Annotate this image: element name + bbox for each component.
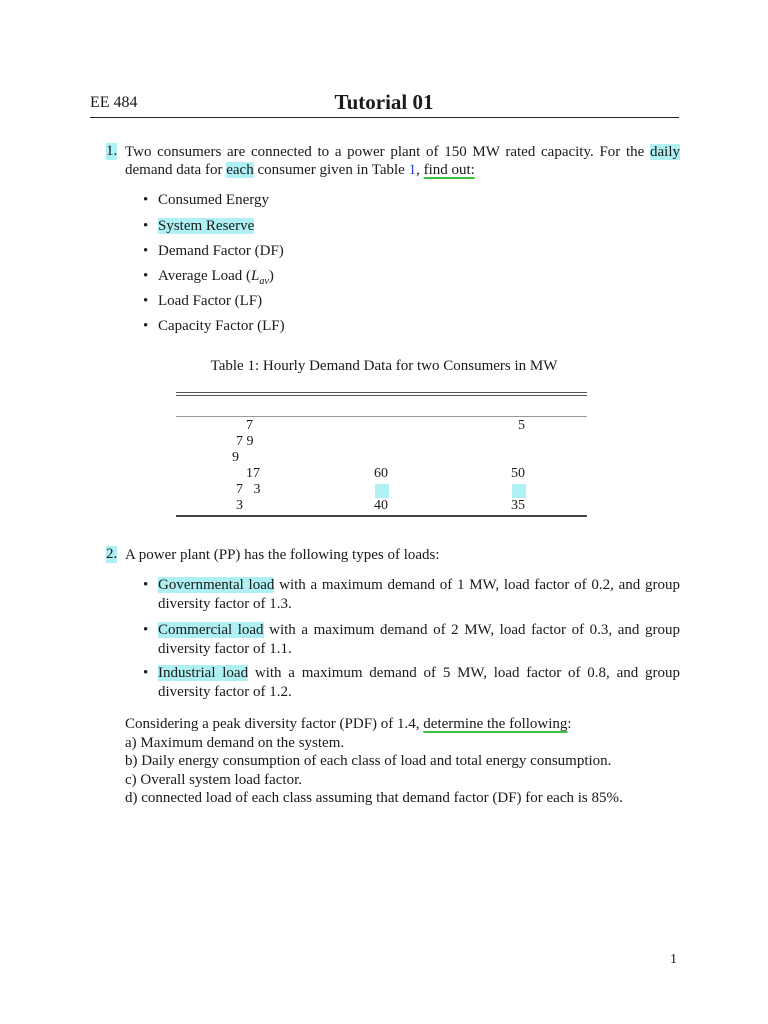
highlight-industrial-load: Industrial load (158, 665, 249, 681)
list-item: • Commercial load with a maximum demand of 2 MW, load factor of 0.3, and group diversity factor of 1.1. (158, 621, 680, 659)
table-cell: 5 (518, 418, 525, 433)
table-top-rule (176, 392, 587, 393)
table-cell: 3 (236, 498, 243, 513)
header-divider (90, 117, 679, 118)
highlight-each: each (226, 162, 254, 178)
table-reference-link[interactable]: 1 (408, 162, 417, 178)
list-item (158, 218, 254, 235)
list-item: • Capacity Factor (LF) (158, 318, 285, 335)
table-cell: 7 9 (236, 434, 254, 449)
table-cell: 17 (246, 466, 260, 481)
part-d: d) connected load of each class assuming that demand factor (DF) for each is 85%. (125, 790, 623, 806)
list-item: • Average Load $(L_{av})$ (158, 268, 274, 287)
question-2-intro: A power plant (PP) has the following types of loads: (125, 547, 440, 563)
table-cell: 60 (374, 466, 388, 481)
part-b: b) Daily energy consumption of each class of load and total energy consumption. (125, 753, 612, 769)
list-item: • Governmental load with a maximum demand of 1 MW, load factor of 0.2, and group diversity factor of 1.3. (158, 576, 680, 614)
table-bottom-rule (176, 515, 587, 517)
table-cell: 7 3 (236, 482, 261, 497)
list-item: • Demand Factor (DF) (158, 243, 284, 260)
list-item: • Consumed Energy (158, 192, 269, 209)
highlight-governmental-load: Governmental load (158, 577, 275, 593)
list-item: • Load Factor (LF) (158, 293, 262, 310)
table-cell: 7 (246, 418, 253, 433)
considering-line: Considering a peak diversity factor (PDF) of 1.4, determine the following: (125, 716, 572, 732)
determine-underlined: determine the following (423, 716, 568, 732)
course-code: EE 484 (90, 94, 138, 111)
question-2-body (125, 715, 685, 808)
page-title: Tutorial 01 (334, 90, 434, 114)
table-cell: 35 (511, 498, 525, 513)
highlight-daily: daily (650, 144, 680, 160)
table-cell-highlight (512, 484, 526, 498)
table-caption: Table 1: Hourly Demand Data for two Consumers in MW (210, 358, 558, 374)
question-1-text: Two consumers are connected to a power plant of 150 MW rated capacity. For the daily demand data for each consumer given in Table 1, find out: (125, 144, 680, 178)
highlight-system-reserve: System Reserve (158, 218, 255, 234)
table-cell: 9 (232, 450, 239, 465)
question-1-number: 1. (106, 143, 118, 159)
find-out-underlined: find out: (423, 162, 475, 178)
highlight-commercial-load: Commercial load (158, 622, 264, 638)
list-item: • Industrial load with a maximum demand of 5 MW, load factor of 0.8, and group diversity factor of 1.2. (158, 664, 680, 702)
part-a: a) Maximum demand on the system. (125, 734, 345, 751)
question-2-number: 2. (106, 546, 118, 562)
part-c: c) Overall system load factor. (125, 771, 303, 788)
page-number: 1 (670, 952, 677, 967)
table-header-rule (176, 416, 587, 417)
table-cell: 40 (374, 498, 388, 513)
table-top-rule (176, 395, 587, 396)
table-cell-highlight (375, 484, 389, 498)
table-cell: 50 (511, 466, 525, 481)
